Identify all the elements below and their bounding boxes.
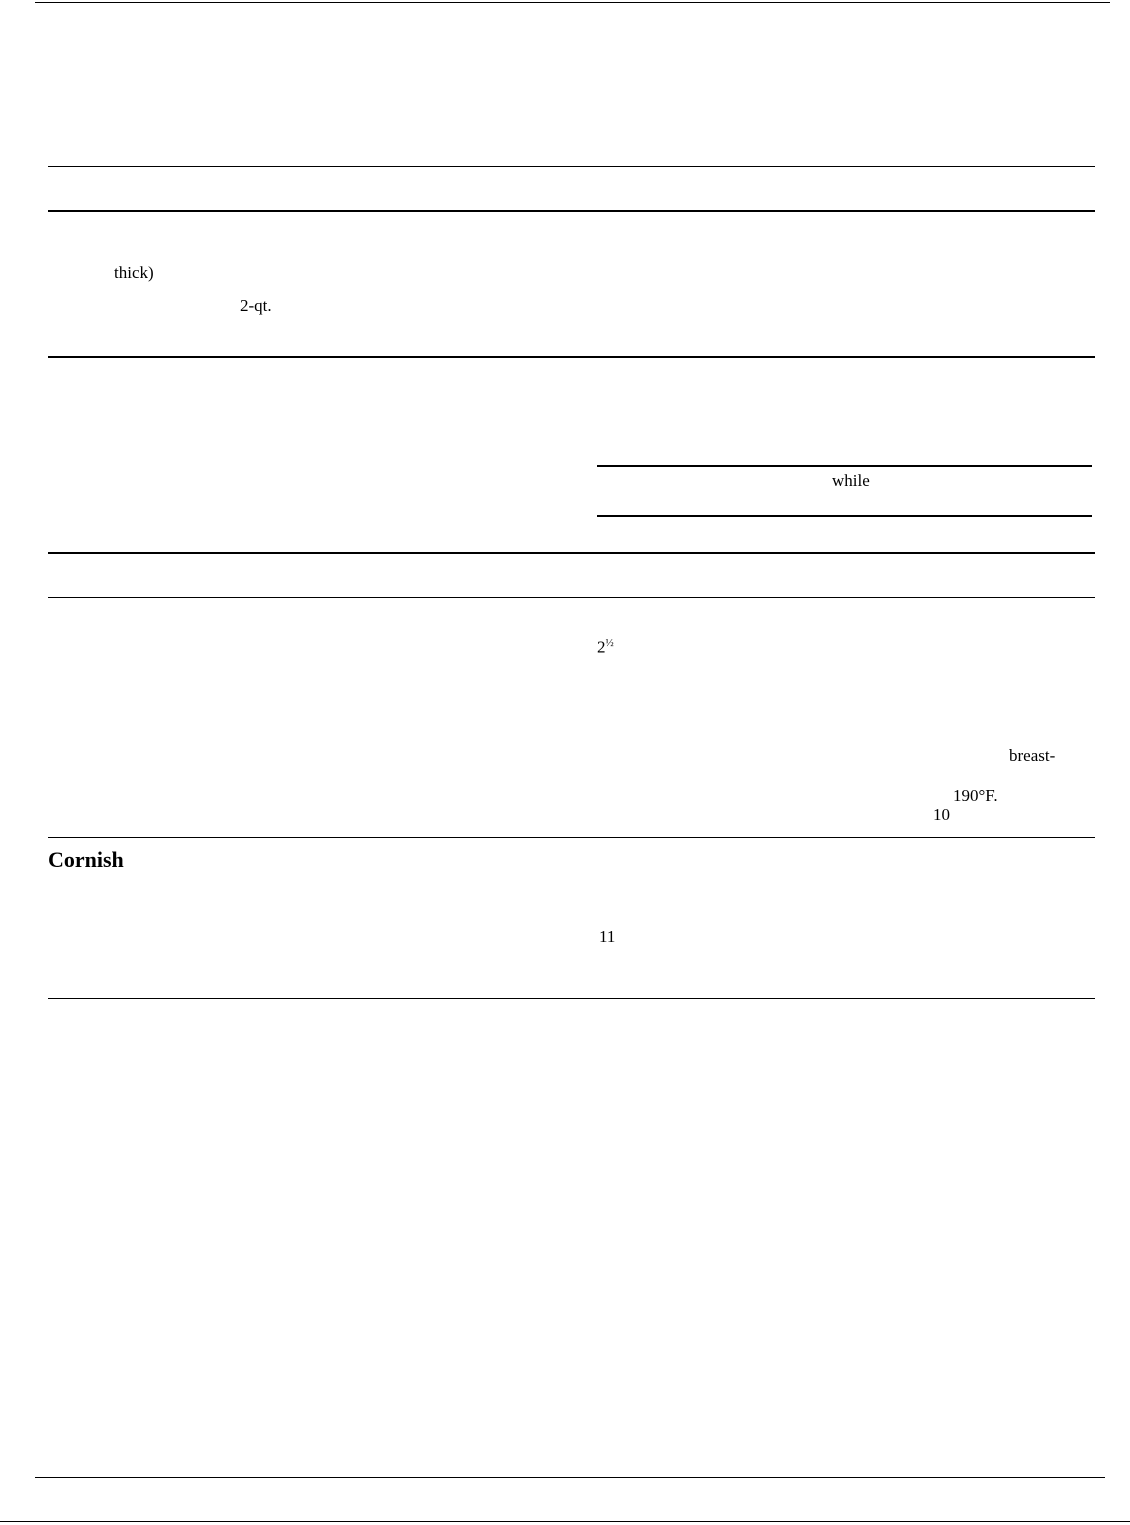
- cell-text-2-qt: 2-qt.: [240, 296, 272, 315]
- cell-text-2-and-half: [597, 638, 613, 656]
- note-box-top-rule: [597, 465, 1092, 467]
- table-header-top-rule: [48, 166, 1095, 167]
- row-heading-cornish: Cornish: [48, 847, 124, 872]
- section-top-rule: [48, 552, 1095, 554]
- cell-text-10: 10: [933, 805, 950, 824]
- cell-text-11: 11: [599, 927, 616, 946]
- page-top-rule: [35, 2, 1110, 3]
- fraction-half: ½: [605, 637, 613, 649]
- row-divider-1: [48, 356, 1095, 358]
- section-header-bottom-rule: [48, 597, 1095, 598]
- note-box-bottom-rule: [597, 515, 1092, 517]
- cell-text-thick: thick): [114, 263, 154, 282]
- row-divider-3: [48, 998, 1095, 999]
- whole-number: 2: [597, 637, 606, 657]
- footer-rule-1: [35, 1477, 1105, 1478]
- cell-text-breast: breast-: [1009, 746, 1056, 765]
- footer-rule-2: [0, 1521, 1130, 1522]
- table-header-bottom-rule: [48, 210, 1095, 212]
- cell-text-190f: 190°F.: [953, 786, 998, 805]
- row-divider-2: [48, 837, 1095, 838]
- note-text-while: while: [832, 471, 870, 490]
